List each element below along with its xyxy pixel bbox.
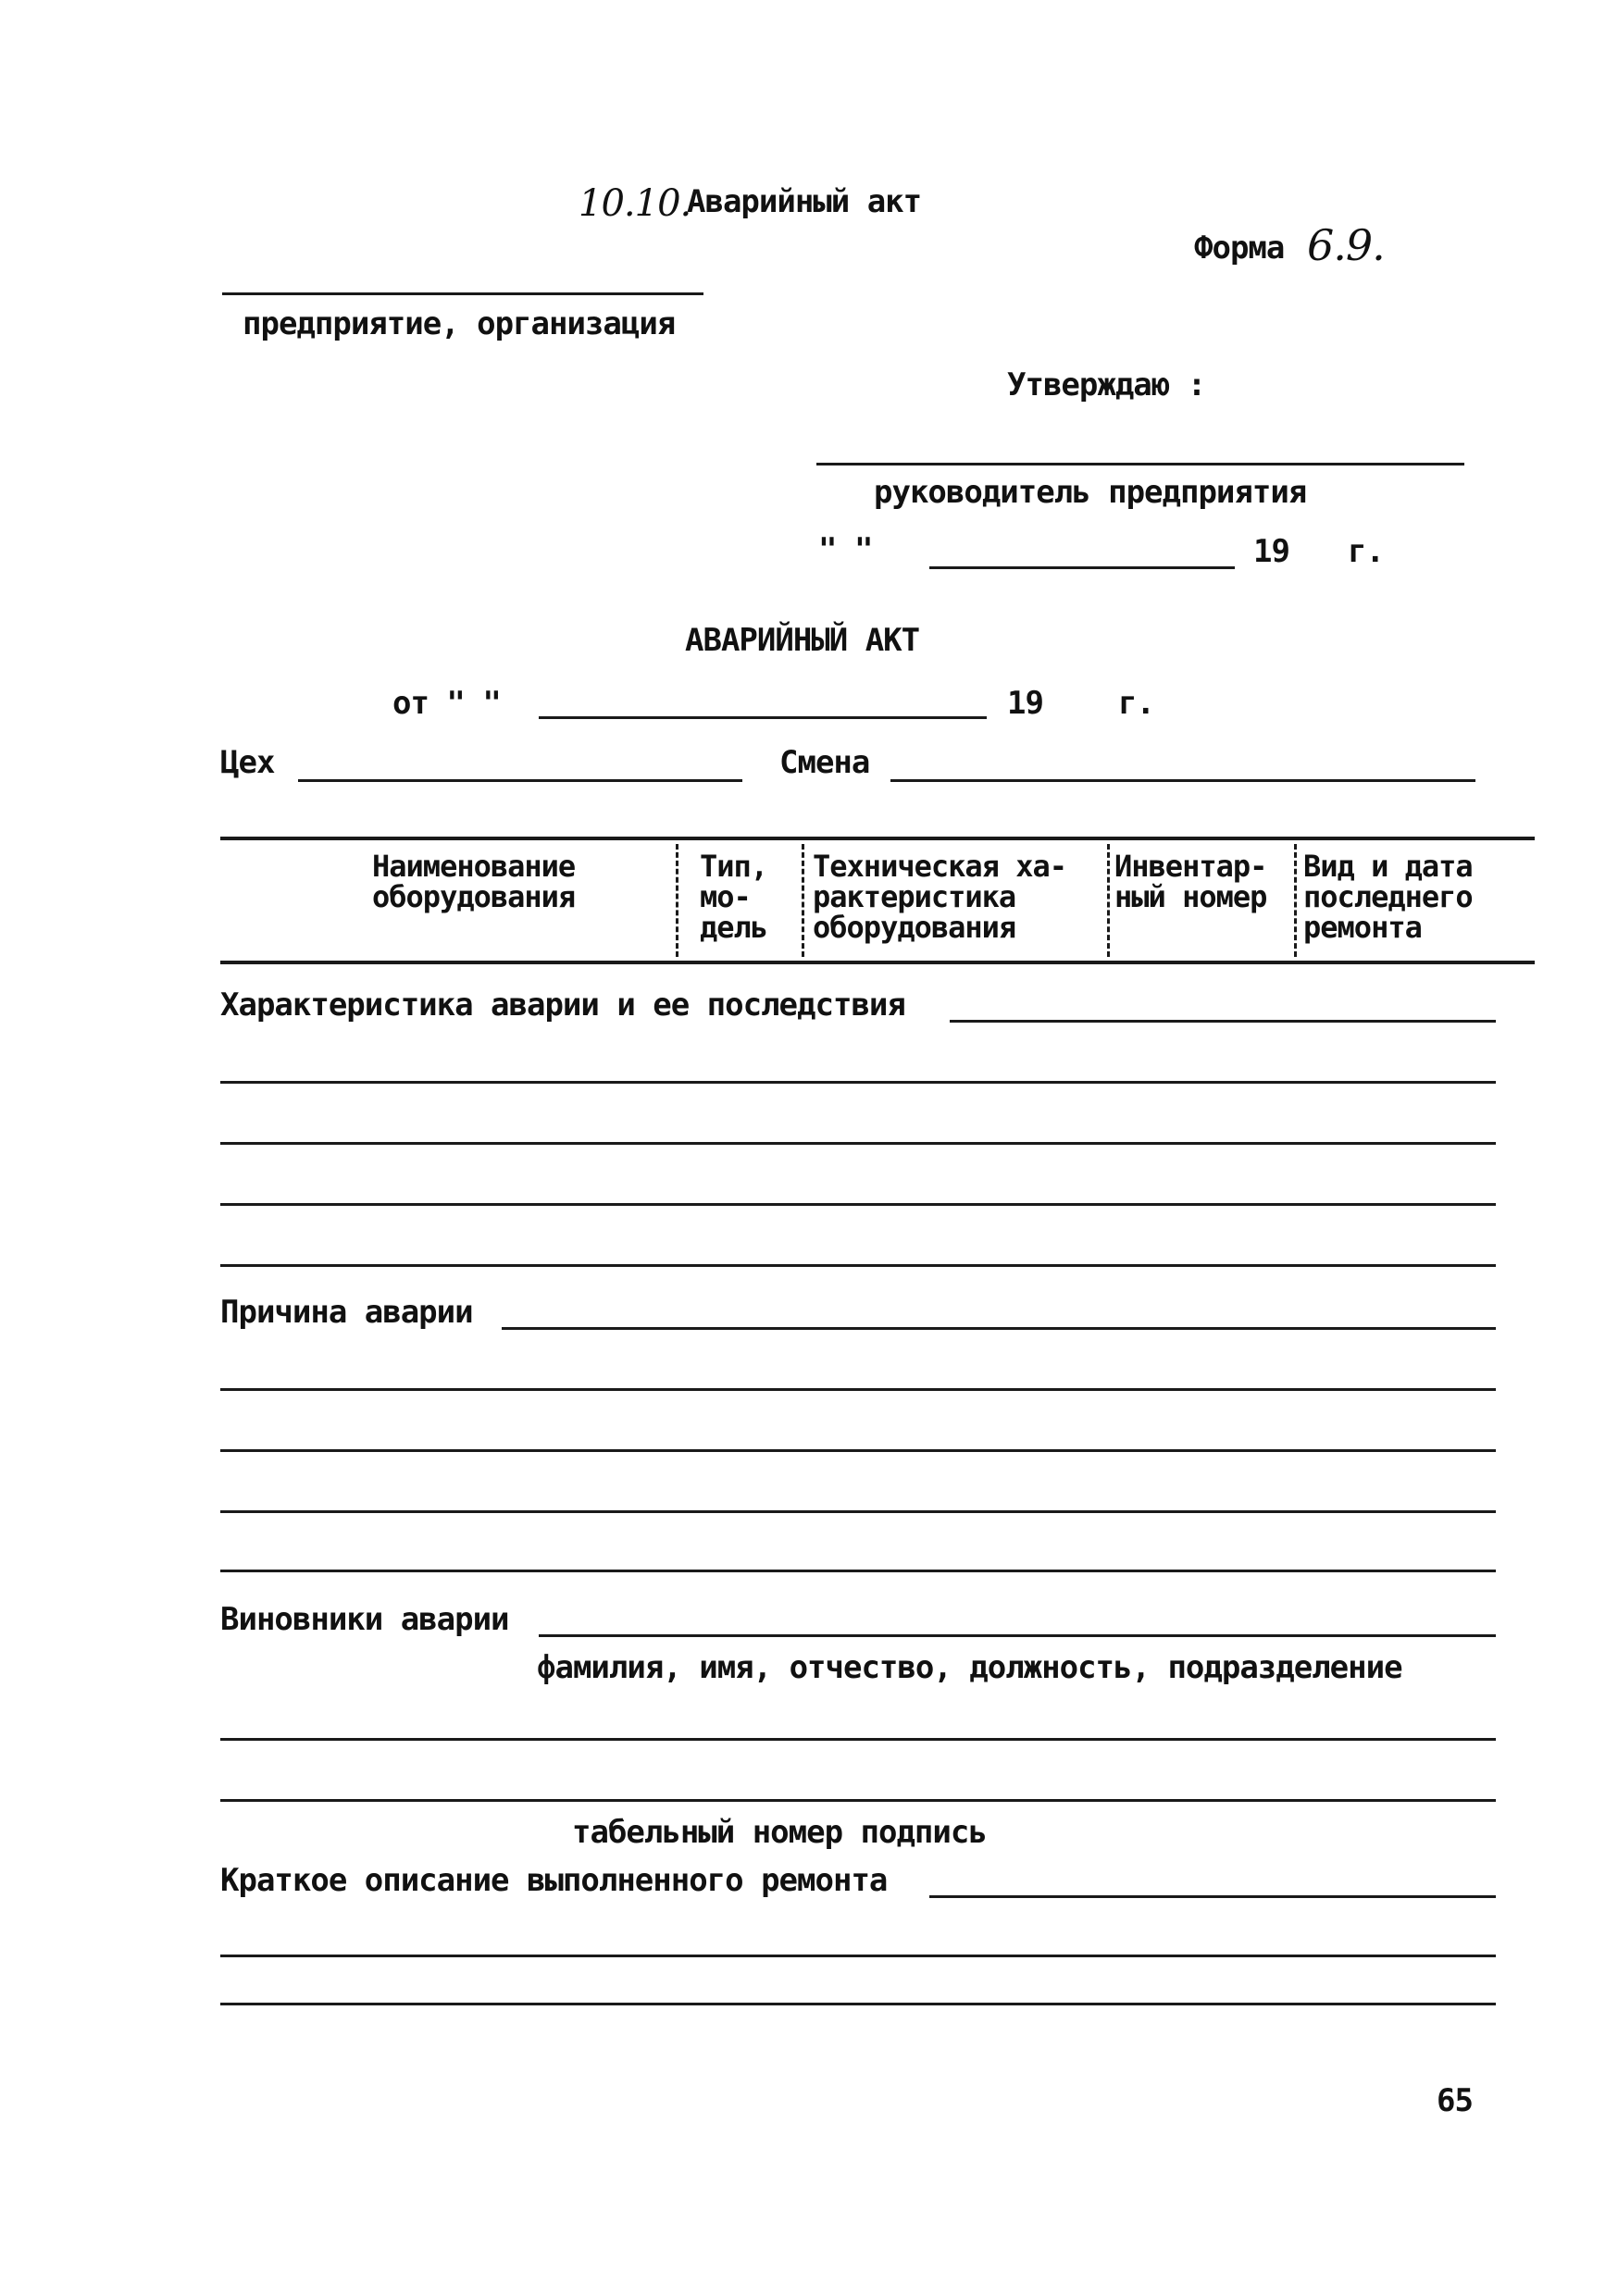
form-label: Форма [1194, 230, 1285, 267]
page-number: 65 [1437, 2082, 1473, 2119]
approve-label: Утверждаю : [1007, 366, 1206, 403]
repair-label: Краткое описание выполненного ремонта [220, 1862, 888, 1899]
characteristic-line [220, 1264, 1496, 1267]
act-title: АВАРИЙНЫЙ АКТ [685, 622, 920, 659]
workshop-label: Цех [220, 744, 275, 781]
cause-line [220, 1570, 1496, 1572]
table-column-divider [802, 844, 804, 957]
culprits-line [220, 1738, 1496, 1741]
characteristic-label: Характеристика аварии и ее последствия [220, 987, 905, 1024]
table-column-divider [676, 844, 678, 957]
approval-year-suffix: г. [1348, 533, 1384, 570]
culprits-label: Виновники аварии [220, 1601, 509, 1638]
table-column-divider [1294, 844, 1297, 957]
act-from-label: от " " [392, 685, 501, 722]
cause-line [220, 1388, 1496, 1391]
culprits-line [220, 1799, 1496, 1802]
characteristic-line [220, 1142, 1496, 1145]
form-number: 6.9. [1307, 220, 1385, 270]
repair-line [220, 2003, 1496, 2005]
signature-caption: табельный номер подпись [572, 1814, 987, 1851]
act-year-prefix: 19 [1007, 685, 1043, 722]
table-header-technical-characteristic: Техническая ха- рактеристика оборудования [813, 849, 1066, 945]
table-header-last-repair: Вид и дата последнего ремонта [1303, 849, 1473, 945]
act-date-line [539, 716, 987, 719]
culprits-line [539, 1634, 1496, 1637]
characteristic-line [220, 1081, 1496, 1084]
cause-line [220, 1510, 1496, 1513]
culprits-caption: фамилия, имя, отчество, должность, подразделение [537, 1649, 1402, 1686]
shift-label: Смена [779, 744, 870, 781]
manager-caption: руководитель предприятия [874, 474, 1307, 511]
cause-line [220, 1449, 1496, 1452]
approval-date-line [929, 566, 1235, 569]
table-header-equipment-name: Наименование оборудования [372, 849, 576, 914]
table-header-type-model: Тип, мо- дель [700, 849, 768, 945]
approval-date-quotes: " " [818, 531, 873, 568]
organization-caption: предприятие, организация [243, 305, 676, 342]
shift-line [890, 779, 1475, 782]
table-column-divider [1107, 844, 1110, 957]
characteristic-line [220, 1203, 1496, 1206]
section-title: Аварийный акт [687, 183, 922, 220]
cause-label: Причина аварии [220, 1294, 473, 1331]
section-number: 10.10. [579, 182, 691, 225]
approval-year-prefix: 19 [1253, 533, 1289, 570]
repair-line [929, 1895, 1496, 1898]
table-top-rule [220, 837, 1535, 840]
table-bottom-rule [220, 961, 1535, 964]
organization-line [222, 292, 703, 295]
act-year-suffix: г. [1118, 685, 1154, 722]
table-header-inventory-number: Инвентар- ный номер [1114, 849, 1267, 914]
repair-line [220, 1955, 1496, 1957]
characteristic-line [950, 1020, 1496, 1023]
manager-signature-line [816, 463, 1464, 465]
workshop-line [298, 779, 742, 782]
cause-line [502, 1327, 1496, 1330]
